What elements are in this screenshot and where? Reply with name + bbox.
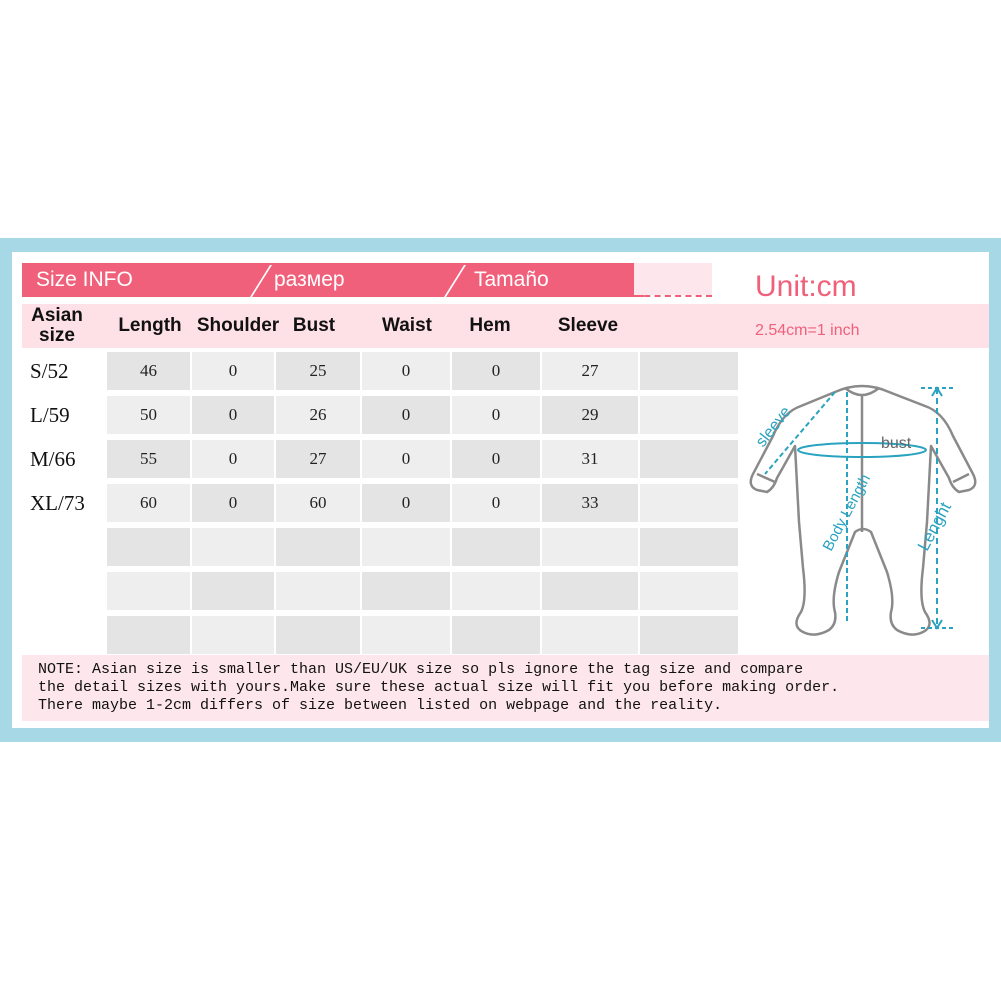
measure-labels — [753, 403, 955, 553]
note-line-3: There maybe 1-2cm differs of size between listed on webpage and the reality. — [38, 697, 723, 714]
bust-label: bust — [881, 435, 912, 452]
table-cell-hem: 0 — [491, 449, 501, 468]
table-cell-bg — [640, 396, 738, 434]
table-cell-bg — [362, 616, 450, 654]
title-banner — [22, 263, 644, 297]
body-length-label: Body Length — [819, 471, 875, 554]
russian-title: размер — [274, 268, 345, 291]
table-cell-bg — [640, 352, 738, 390]
size-chart-frame — [0, 238, 1001, 742]
table-cell-hem: 0 — [491, 493, 501, 512]
measure-lines — [765, 388, 953, 628]
col-header-asian-size-label: Asian size — [31, 305, 83, 346]
table-cell-sleeve: 29 — [581, 405, 599, 424]
table-cell-length: 60 — [140, 493, 157, 512]
table-cell-length: 55 — [140, 449, 157, 468]
table-cell-bust: 25 — [309, 361, 327, 380]
lenght-label: Lenght — [913, 499, 955, 554]
table-cell-bg — [452, 572, 540, 610]
table-cell-bg — [640, 440, 738, 478]
table-cell-length: 46 — [140, 361, 157, 380]
table-cell-bg — [192, 572, 274, 610]
table-cell-waist: 0 — [401, 405, 411, 424]
table-cell-bg — [107, 572, 190, 610]
banner-fade — [634, 263, 712, 295]
table-cell-bg — [107, 528, 190, 566]
table-cell-size: XL/73 — [30, 490, 85, 515]
table-cell-bust: 27 — [309, 449, 327, 468]
table-cell-bg — [276, 572, 360, 610]
table-cell-bg — [107, 616, 190, 654]
table-cell-waist: 0 — [401, 493, 411, 512]
table-cell-shoulder: 0 — [228, 449, 238, 468]
table-cell-bg — [640, 528, 738, 566]
table-cell-sleeve: 33 — [581, 493, 599, 512]
col-header-shoulder: Shoulder — [196, 315, 280, 336]
table-cell-length: 50 — [140, 405, 157, 424]
size-chart-card — [12, 252, 989, 728]
table-cell-hem: 0 — [491, 361, 501, 380]
table-cell-bg — [542, 572, 638, 610]
table-cell-bg — [542, 528, 638, 566]
table-cell-bg — [640, 484, 738, 522]
romper-diagram — [747, 362, 977, 647]
banner-divider — [444, 265, 466, 297]
table-cell-bg — [276, 528, 360, 566]
table-cell-bg — [452, 528, 540, 566]
table-cell-bg — [192, 616, 274, 654]
table-cell-size: L/59 — [30, 402, 70, 427]
size-info-title: Size INFO — [36, 268, 133, 291]
table-cell-bg — [640, 616, 738, 654]
conversion-label: 2.54cm=1 inch — [755, 322, 860, 339]
table-cell-shoulder: 0 — [228, 405, 238, 424]
banner-divider — [250, 265, 272, 297]
col-header-waist: Waist — [382, 315, 432, 336]
table-cell-bg — [276, 616, 360, 654]
col-header-length: Length — [118, 315, 182, 336]
note-line-2: the detail sizes with yours.Make sure these actual size will fit you before making order. — [38, 679, 840, 696]
table-cell-waist: 0 — [401, 361, 411, 380]
unit-label: Unit:cm — [755, 270, 857, 303]
table-cell-bg — [362, 572, 450, 610]
col-header-hem: Hem — [469, 315, 511, 336]
note-line-1: NOTE: Asian size is smaller than US/EU/UK size so pls ignore the tag size and compare — [38, 661, 804, 678]
table-cell-sleeve: 31 — [581, 449, 599, 468]
table-cell-shoulder: 0 — [228, 361, 238, 380]
table-cell-bg — [452, 616, 540, 654]
table-cell-sleeve: 27 — [581, 361, 599, 380]
banner-dash — [634, 295, 712, 297]
table-cell-bg — [542, 616, 638, 654]
spanish-title: Tamaño — [474, 268, 549, 291]
table-cell-size: S/52 — [30, 358, 69, 383]
table-cell-bust: 26 — [309, 405, 327, 424]
sleeve-label: sleeve — [752, 403, 795, 451]
table-cell-hem: 0 — [491, 405, 501, 424]
note-box — [22, 655, 989, 721]
col-header-bust: Bust — [292, 315, 336, 336]
table-cell-size: M/66 — [30, 446, 76, 471]
col-header-asian-size — [22, 304, 92, 348]
table-cell-bg — [362, 528, 450, 566]
table-cell-bust: 60 — [309, 493, 327, 512]
table-cell-shoulder: 0 — [228, 493, 238, 512]
col-header-sleeve: Sleeve — [557, 315, 619, 336]
table-cell-waist: 0 — [401, 449, 411, 468]
table-cell-bg — [192, 528, 274, 566]
table-cell-bg — [640, 572, 738, 610]
